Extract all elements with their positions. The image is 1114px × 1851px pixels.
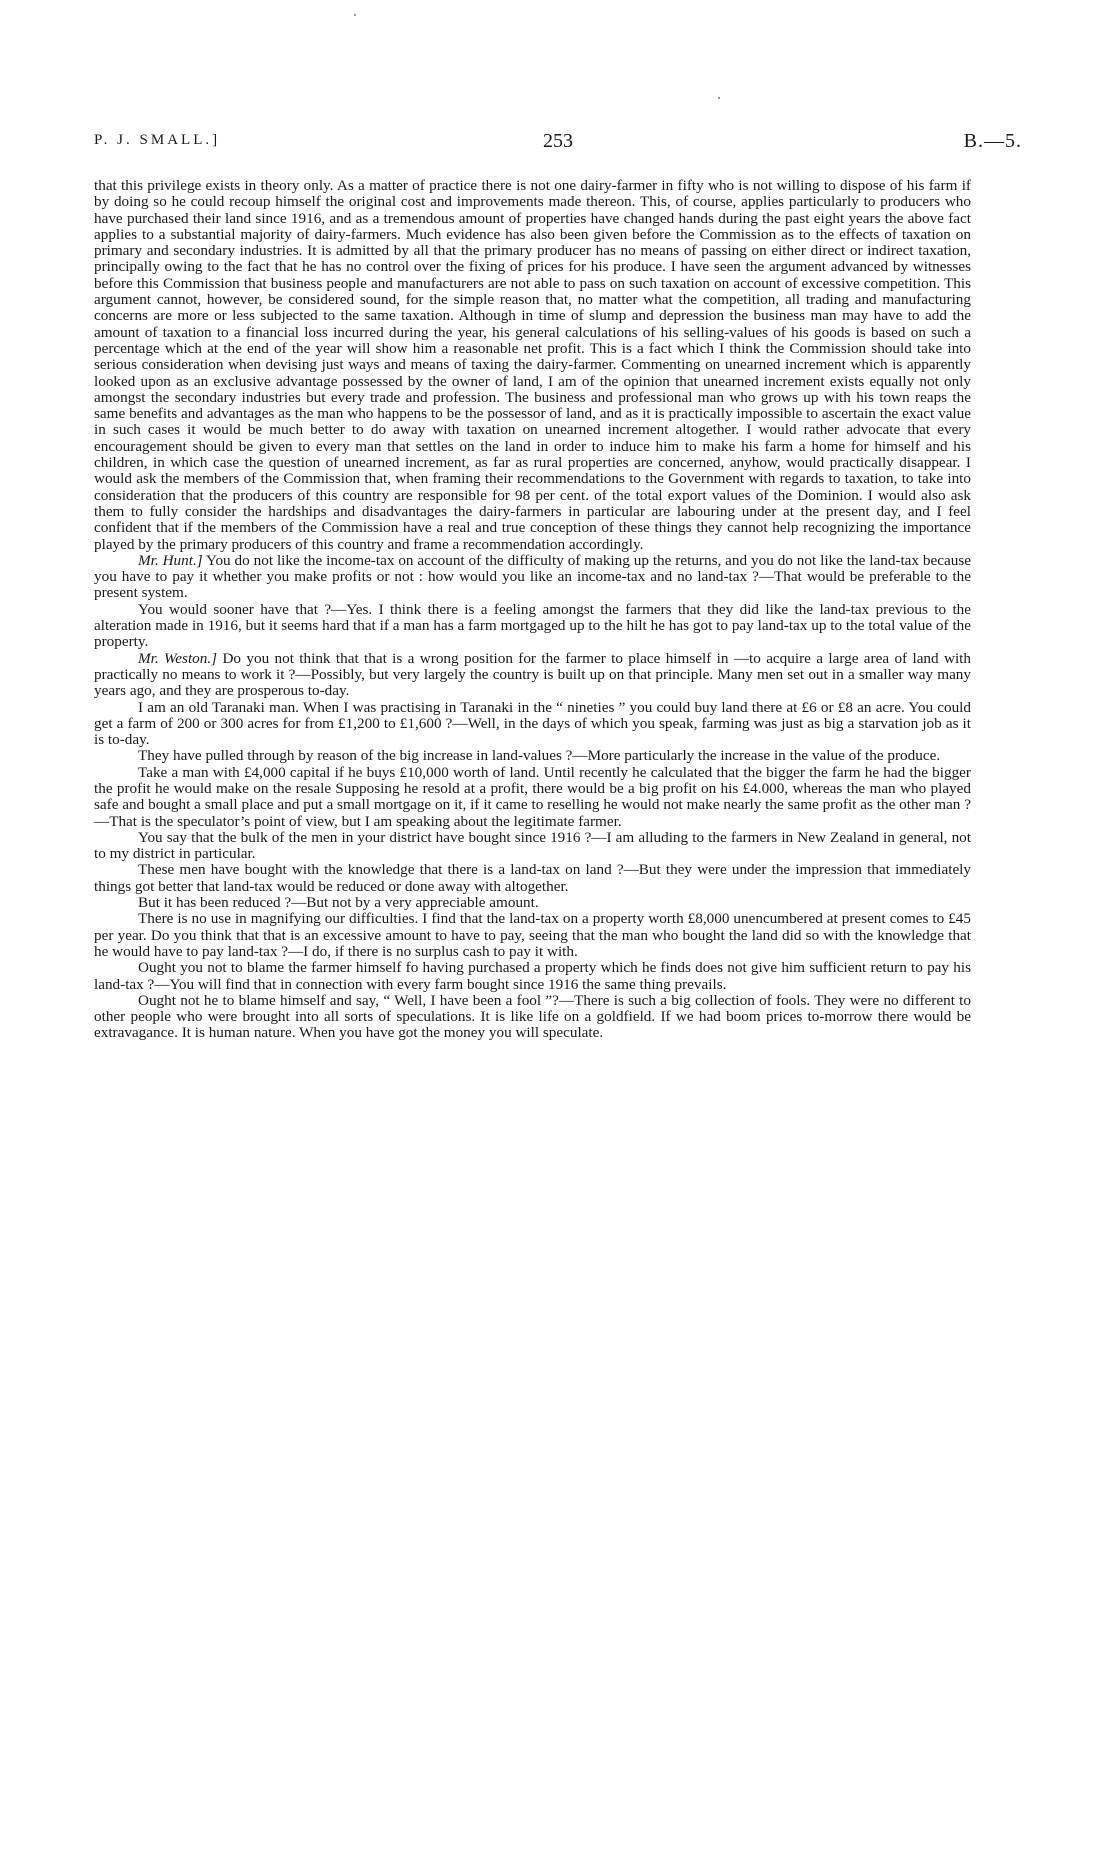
qa-text: Do you not think that that is a wrong position for the farmer to place himself in —to acquire a large area of land with practically no means to work it ?—Possibly, but very largely the country is built up on that principle. Many men set out in a smaller way many years ago, and they are prosperous to-day.: [94, 649, 971, 700]
qa-paragraph: [94, 911, 971, 960]
qa-paragraph: [94, 765, 971, 830]
qa-text: But it has been reduced ?—But not by a very appreciable amount.: [138, 894, 539, 912]
qa-paragraph-hunt: [94, 553, 971, 602]
qa-paragraph: [94, 960, 971, 993]
qa-paragraph: [94, 602, 971, 651]
qa-paragraph: [94, 748, 971, 764]
opening-paragraph: that this privilege exists in theory only. As a matter of practice there is not one dairy-farmer in fifty who is not willing to dispose of his farm if by doing so he could recoup himself the original cost and improvements made thereon. This, of course, applies particularly to producers who have purchased their land since 1916, and as a tremendous amount of properties have changed hands during the past eight years the above fact applies to a substantial majority of dairy-farmers. Much evidence has also been given before the Commission as to the effects of taxation on primary and secondary industries. It is admitted by all that the primary producer has no means of passing on either direct or indirect taxation, principally owing to the fact that he has no control over the fixing of prices for his produce. I have seen the argument advanced by witnesses before this Commission that business people and manufacturers are not able to pass on such taxation on account of excessive competition. This argument cannot, however, be considered sound, for the simple reason that, no matter what the competition, all trading and manufacturing concerns are more or less subjected to the same taxation. Although in time of slump and depression the business man may have to add the amount of taxation to a financial loss incurred during the year, his general calculations of his selling-values of his goods is based on such a percentage which at the end of the year will show him a reasonable net profit. This is a fact which I think the Commission should take into serious consideration when devising just ways and means of taxing the dairy-farmer. Commenting on unearned increment which is apparently looked upon as an exclusive advantage possessed by the owner of land, I am of the opinion that unearned increment exists equally not only amongst the secondary industries but every trade and profession. The business and professional man who grows up with his town reaps the same benefits and advantages as the man who happens to be the possessor of land, and as it is practically impossible to ascertain the exact value in such cases it would be much better to do away with taxation on unearned increment altogether. I would rather advocate that every encouragement should be given to every man that settles on the land in order to induce him to make his farm a home for himself and his children, in which case the question of unearned increment, as far as rural properties are concerned, anyhow, would practically disappear. I would ask the members of the Commission that, when framing their recommendations to the Government with regards to taxation, to take into consideration that the producers of this country are responsible for 98 per cent. of the total export values of the Dominion. I would also ask them to fully consider the hardships and disadvantages the dairy-farmers in particular are labouring under at the present day, and I feel confident that if the members of the Commission have a real and true conception of these things they cannot help recognizing the importance played by the primary producers of this country and frame a recommendation accordingly.: [94, 177, 971, 553]
qa-text: You would sooner have that ?—Yes. I think there is a feeling amongst the farmers that they did like the land-tax previous to the alteration made in 1916, but it seems hard that if a man has a farm mortgaged up to the hilt he has got to pay land-tax up to the total value of the property.: [94, 600, 971, 651]
scan-speck: [718, 97, 720, 99]
qa-text: I am an old Taranaki man. When I was practising in Taranaki in the “ nineties ” you could buy land there at £6 or £8 an acre. You could get a farm of 200 or 300 acres for from £1,200 to £1,600 ?—Well, in the days of which you speak, farming was just as big a starvation job as it is to-day.: [94, 698, 971, 749]
qa-paragraph: [94, 993, 971, 1042]
scan-speck: [354, 14, 356, 16]
qa-text: They have pulled through by reason of the big increase in land-values ?—More particularly the increase in the value of the produce.: [138, 747, 941, 765]
header-witness-name: P. J. SMALL.]: [94, 132, 221, 148]
header-document-ref: B.—5.: [963, 130, 1022, 152]
qa-text: You do not like the income-tax on account of the difficulty of making up the returns, and you do not like the land-tax because you have to pay it whether you make profits or not : how would you like an income-tax and no land-tax ?—That would be preferable to the present system.: [94, 551, 971, 602]
header-page-number: 253: [543, 130, 573, 152]
qa-text: You say that the bulk of the men in your district have bought since 1916 ?—I am alluding to the farmers in New Zealand in general, not to my district in particular.: [94, 828, 971, 863]
qa-text: There is no use in magnifying our difficulties. I find that the land-tax on a property worth £8,000 unencumbered at present comes to £45 per year. Do you think that that is an excessive amount to have to pay, seeing that the man who bought the land did so with the knowledge that he would have to pay land-tax ?—I do, if there is no surplus cash to pay it with.: [94, 910, 971, 960]
speaker-label: Mr. Weston.]: [138, 649, 218, 667]
qa-text: Take a man with £4,000 capital if he buys £10,000 worth of land. Until recently he calculated that the bigger the farm he had the bigger the profit he would make on the resale Supposing he resold at a profit, there would be a big profit on his £4.000, whereas the man who played safe and bought a small place and put a small mortgage on it, if it came to reselling he would not make nearly the same profit as the other man ?—That is the speculator’s point of view, but I am speaking about the legitimate farmer.: [94, 763, 971, 830]
qa-paragraph: [94, 895, 971, 911]
qa-text: Ought not he to blame himself and say, “ Well, I have been a fool ”?—There is such a big collection of fools. They were no different to other people who were brought into all sorts of speculations. It is like life on a goldfield. If we had boom prices to-morrow there would be extravagance. It is human nature. When you have got the money you will speculate.: [94, 991, 971, 1042]
qa-paragraph-weston: [94, 651, 971, 700]
qa-text: These men have bought with the knowledge that there is a land-tax on land ?—But they were under the impression that immediately things got better that land-tax would be reduced or done away with altogether.: [94, 861, 971, 895]
qa-paragraph: [94, 830, 971, 863]
qa-paragraph: [94, 862, 971, 895]
qa-paragraph: [94, 700, 971, 749]
page-header: [94, 130, 1022, 160]
evidence-text: [94, 178, 971, 1042]
qa-text: Ought you not to blame the farmer himself fo having purchased a property which he finds does not give him sufficient return to pay his land-tax ?—You will find that in connection with every farm bought since 1916 the same thing prevails.: [94, 959, 971, 993]
speaker-label: Mr. Hunt.]: [138, 551, 203, 569]
